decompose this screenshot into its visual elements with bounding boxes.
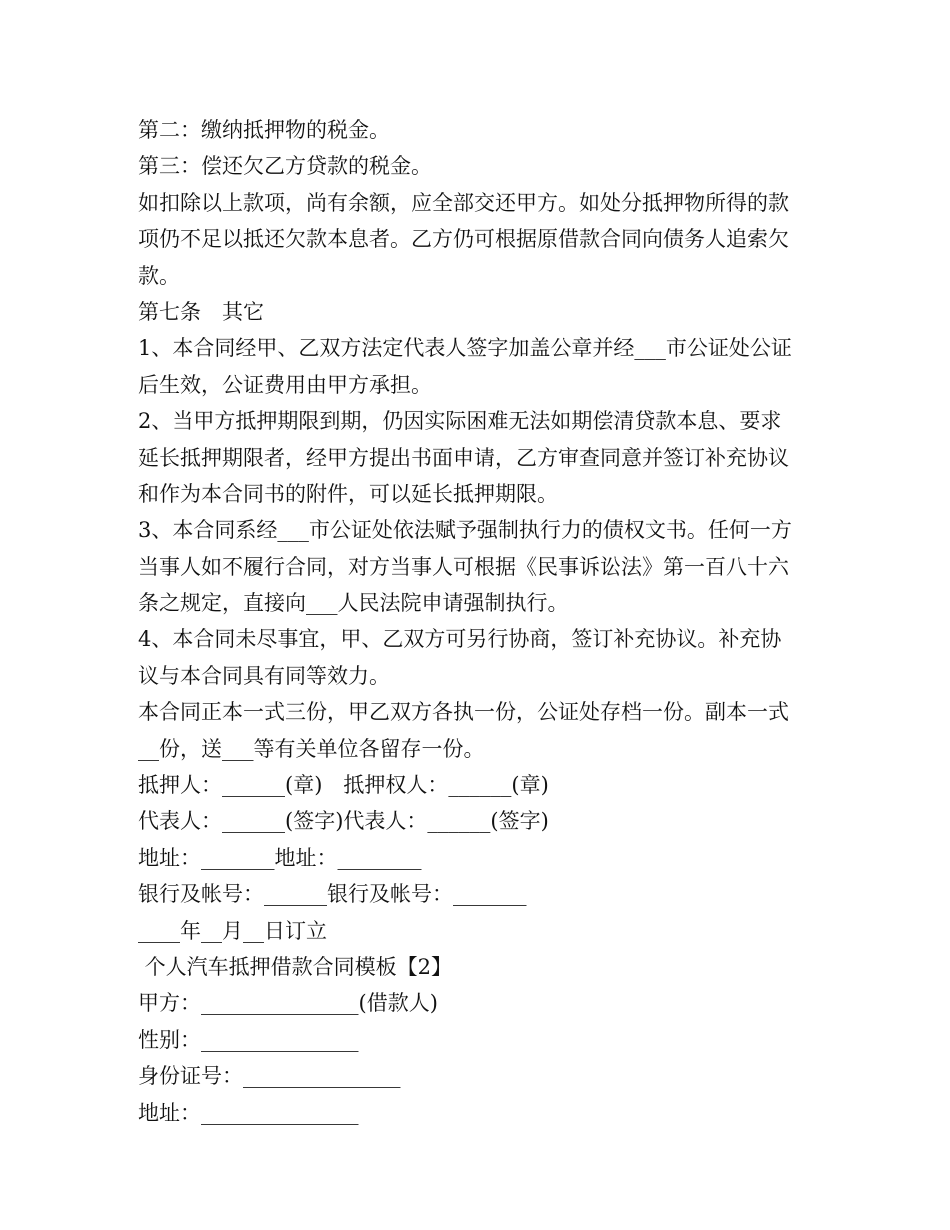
text-line: 3、本合同系经___市公证处依法赋予强制执行力的债权文书。任何一方 <box>138 518 792 543</box>
text-line: 第三：偿还欠乙方贷款的税金。 <box>138 154 432 179</box>
signature-line: 抵押人：______(章) 抵押权人：______(章) <box>138 773 549 798</box>
text-line: 项仍不足以抵还欠款本息者。乙方仍可根据原借款合同向债务人追索欠 <box>138 227 789 252</box>
text-line: 议与本合同具有同等效力。 <box>138 663 390 688</box>
text-line: 1、本合同经甲、乙双方法定代表人签字加盖公章并经___市公证处公证 <box>138 336 792 361</box>
section-heading: 第七条 其它 <box>138 299 264 324</box>
text-line: 4、本合同未尽事宜，甲、乙双方可另行协商，签订补充协议。补充协 <box>138 627 782 652</box>
text-line: 条之规定，直接向___人民法院申请强制执行。 <box>138 591 569 616</box>
text-line: 款。 <box>138 263 180 288</box>
text-line: 当事人如不履行合同，对方当事人可根据《民事诉讼法》第一百八十六 <box>138 554 789 579</box>
text-line: 后生效，公证费用由甲方承担。 <box>138 372 432 397</box>
text-line: 第二：缴纳抵押物的税金。 <box>138 118 390 142</box>
bank-account-line: 银行及帐号：______银行及帐号：_______ <box>138 882 527 907</box>
text-line: 如扣除以上款项，尚有余额，应全部交还甲方。如处分抵押物所得的款 <box>138 190 789 215</box>
text-line: __份，送___等有关单位各留存一份。 <box>138 736 485 761</box>
text-line: 本合同正本一式三份，甲乙双方各执一份，公证处存档一份。副本一式 <box>138 700 789 725</box>
address-field-line: 地址：_______________ <box>138 1100 359 1125</box>
text-line: 和作为本合同书的附件，可以延长抵押期限。 <box>138 481 558 506</box>
signature-line: 代表人：______(签字)代表人：______(签字) <box>138 809 549 834</box>
text-line: 延长抵押期限者，经甲方提出书面申请，乙方审查同意并签订补充协议 <box>138 445 789 470</box>
date-line: ____年__月__日订立 <box>138 918 327 943</box>
document-body <box>138 112 818 1131</box>
text-line: 2、当甲方抵押期限到期，仍因实际困难无法如期偿清贷款本息、要求 <box>138 409 782 434</box>
contract-title: 个人汽车抵押借款合同模板【2】 <box>138 954 453 979</box>
id-number-field-line: 身份证号：_______________ <box>138 1064 401 1089</box>
gender-field-line: 性别：_______________ <box>138 1027 359 1052</box>
party-a-line: 甲方：_______________(借款人) <box>138 991 438 1016</box>
address-line: 地址：_______地址：________ <box>138 845 422 870</box>
